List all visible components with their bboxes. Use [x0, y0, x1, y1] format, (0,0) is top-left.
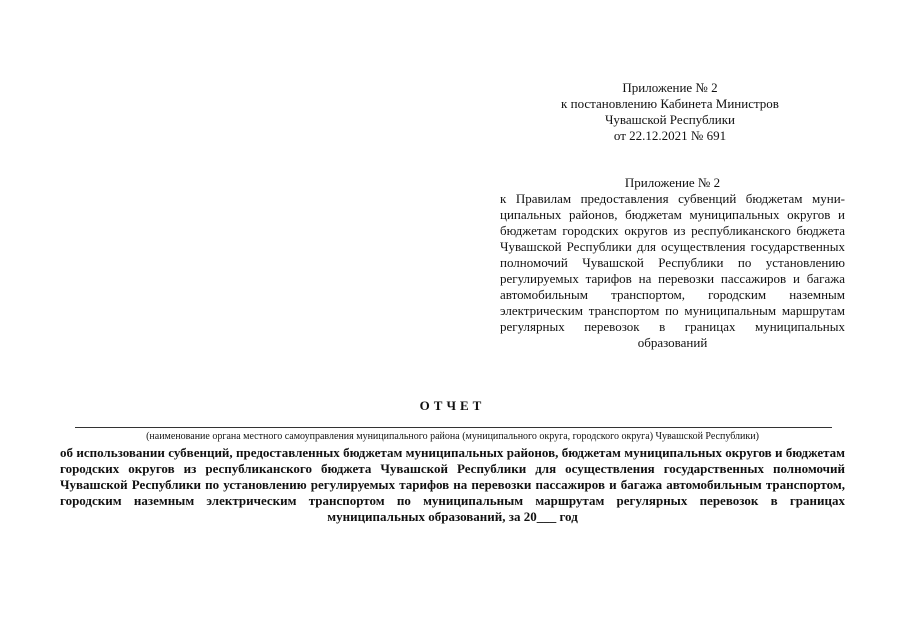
appendix-number: Приложение № 2 — [622, 80, 718, 95]
appendix-resolution-block — [520, 80, 820, 144]
report-title: ОТЧЕТ — [419, 398, 486, 413]
org-name-line — [75, 427, 832, 428]
report-subject: об использовании субвенций, предоставленных бюджетам муниципальных районов, бюджетам муниципальных округов и бюджетам городских округов из республиканского бюджета Чувашской Республики для осуществления государственных полномочий Чувашской Республики по установлению регулируемых тарифов на перевозки пассажиров и багажа автомобильным транспортом, городским наземным электрическим транспортом по муниципальным маршрутам регулярных перевозок в границах муниципальных образований, за 20___ год — [60, 445, 845, 524]
appendix-rules-text: к Правилам предоставления субвенций бюджетам муниципальных районов, бюджетам муниципальных округов и бюджетам городских округов из республиканского бюджета Чувашской Республики для осуществления государственных полномочий Чувашской Республики по установлению регулируемых тарифов на перевозки пассажиров и багажа автомобильным транспортом, городским наземным электрическим транспортом по муниципальным маршрутам регулярных перевозок в границах муниципальных образований — [500, 191, 845, 350]
appendix-resolution-ref: к постановлению Кабинета Министров — [561, 96, 779, 111]
appendix-date-number: от 22.12.2021 № 691 — [613, 128, 727, 143]
appendix-rules-block — [500, 175, 845, 351]
appendix-rules-heading: Приложение № 2 — [624, 175, 721, 190]
org-name-caption: (наименование органа местного самоуправления муниципального района (муниципального округа, городского округа) Чувашской Республики) — [146, 431, 759, 442]
appendix-republic: Чувашской Республики — [604, 112, 736, 127]
